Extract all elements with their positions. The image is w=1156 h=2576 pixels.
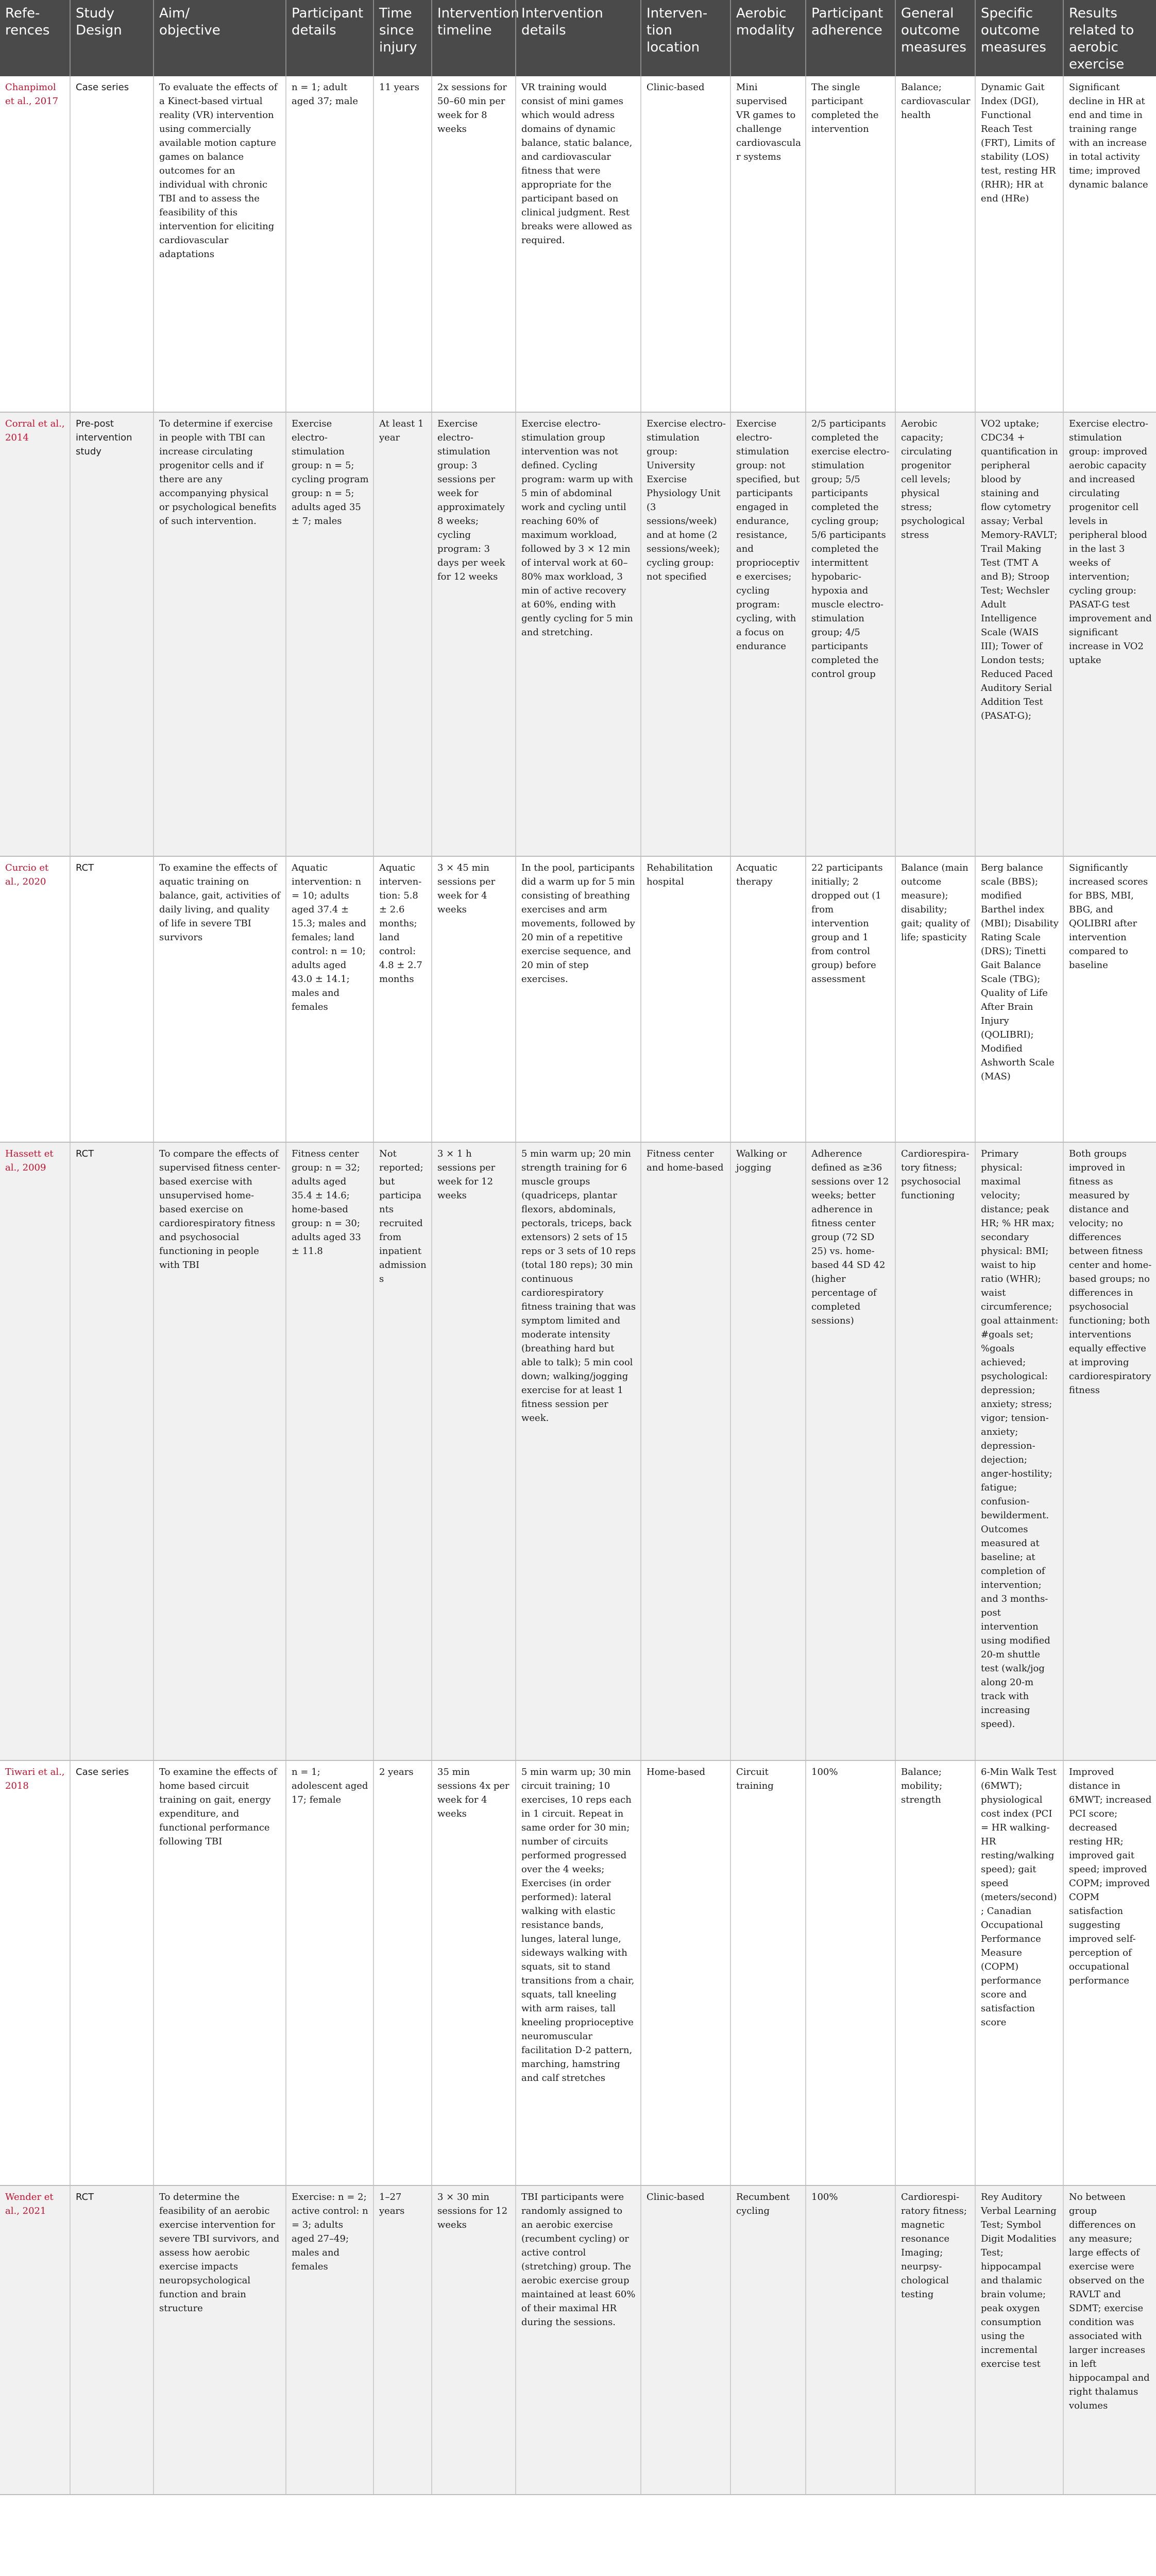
aim-cell: To determine if exercise in people with TBI can increase circulating progenitor cells and if there are any accompanying physical or psychological benefits of such intervention.	[154, 412, 286, 856]
reference-link[interactable]: Corral et al., 2014	[0, 412, 70, 856]
specific-outcomes-cell: Dynamic Gait Index (DGI), Functional Reach Test (FRT), Limits of stability (LOS) test, resting HR (RHR); HR at end (HRe)	[975, 76, 1063, 412]
timeline-cell: 3 × 30 min sessions for 12 weeks	[432, 2185, 516, 2495]
modality-cell: Mini supervised VR games to challenge cardiovascular systems	[730, 76, 806, 412]
reference-link[interactable]: Curcio et al., 2020	[0, 856, 70, 1142]
time-since-injury-cell: 2 years	[373, 1760, 432, 2185]
adherence-cell: 100%	[806, 1760, 895, 2185]
header-row	[0, 0, 1156, 76]
details-cell: TBI participants were randomly assigned to an aerobic exercise (recumbent cycling) or active control (stretching) group. The aerobic exercise group maintained at least 60% of their maximal HR during the sessions.	[516, 2185, 641, 2495]
general-outcomes-cell: Aerobic capacity; circulating progenitor cell levels; physical stress; psychological stress	[895, 412, 975, 856]
adherence-cell: 22 participants initially; 2 dropped out (1 from intervention group and 1 from control group) before assessment	[806, 856, 895, 1142]
participants-cell: n = 1; adult aged 37; male	[286, 76, 373, 412]
study-design-cell: RCT	[70, 856, 154, 1142]
timeline-cell: 35 min sessions 4x per week for 4 weeks	[432, 1760, 516, 2185]
table-row	[0, 1760, 1156, 2185]
col-header-specific-outcome-measures: Specific outcome measures	[975, 0, 1063, 76]
details-cell: 5 min warm up; 20 min strength training for 6 muscle groups (quadriceps, plantar flexors, abdominals, pectorals, triceps, back extensors) 2 sets of 15 reps or 3 sets of 10 reps (total 180 reps); 30 min continuous cardiorespiratory fitness training that was symptom limited and moderate intensity (breathing hard but able to talk); 5 min cool down; walking/jogging exercise for at least 1 fitness session per week.	[516, 1142, 641, 1760]
col-header-participant-details: Participant details	[286, 0, 373, 76]
location-cell: Exercise electro-stimulation group: University Exercise Physiology Unit (3 sessions/week) and at home (2 sessions/week); cycling group: not specified	[641, 412, 730, 856]
timeline-cell: 2x sessions for 50–60 min per week for 8 weeks	[432, 76, 516, 412]
time-since-injury-cell: Aquatic interven-tion: 5.8 ± 2.6 months; land control: 4.8 ± 2.7 months	[373, 856, 432, 1142]
col-header-intervention-details: Intervention details	[516, 0, 641, 76]
results-cell: Both groups improved in fitness as measured by distance and velocity; no differences between fitness center and home-based groups; no differences in psychosocial functioning; both interventions equally effective at improving cardiorespiratory fitness	[1063, 1142, 1156, 1760]
specific-outcomes-cell: Primary physical: maximal velocity; distance; peak HR; % HR max; secondary physical: BMI; waist to hip ratio (WHR); waist circumference; goal attainment: #goals set; %goals achieved; psychological: depression; anxiety; stress; vigor; tension-anxiety; depression-dejection; anger-hostility; fatigue; confusion-bewilderment. Outcomes measured at baseline; at completion of intervention; and 3 months-post intervention using modified 20-m shuttle test (walk/jog along 20-m track with increasing speed).	[975, 1142, 1063, 1760]
timeline-cell: 3 × 1 h sessions per week for 12 weeks	[432, 1142, 516, 1760]
col-header-aim: Aim/ objective	[154, 0, 286, 76]
col-header-results: Results related to aerobic exercise	[1063, 0, 1156, 76]
modality-cell: Exercise electro-stimulation group: not specified, but participants engaged in endurance, resistance, and proprioceptive exercises; cycling program: cycling, with a focus on endurance	[730, 412, 806, 856]
adherence-cell: 100%	[806, 2185, 895, 2495]
study-design-cell: RCT	[70, 2185, 154, 2495]
specific-outcomes-cell: VO2 uptake; CDC34 + quantification in peripheral blood by staining and flow cytometry assay; Verbal Memory-RAVLT; Trail Making Test (TMT A and B); Stroop Test; Wechsler Adult Intelligence Scale (WAIS III); Tower of London tests; Reduced Paced Auditory Serial Addition Test (PASAT-G);	[975, 412, 1063, 856]
aim-cell: To compare the effects of supervised fitness center-based exercise with unsupervised home-based exercise on cardiorespiratory fitness and psychosocial functioning in people with TBI	[154, 1142, 286, 1760]
col-header-general-outcome-measures: General outcome measures	[895, 0, 975, 76]
adherence-cell: The single participant completed the intervention	[806, 76, 895, 412]
modality-cell: Acquatic therapy	[730, 856, 806, 1142]
participants-cell: n = 1; adolescent aged 17; female	[286, 1760, 373, 2185]
reference-link[interactable]: Wender et al., 2021	[0, 2185, 70, 2495]
adherence-cell: 2/5 participants completed the exercise electro-stimulation group; 5/5 participants completed the cycling group; 5/6 participants completed the intermittent hypobaric-hypoxia and muscle electro-stimulation group; 4/5 participants completed the control group	[806, 412, 895, 856]
table-row	[0, 2185, 1156, 2495]
general-outcomes-cell: Cardiorespi-ratory fitness; magnetic resonance Imaging; neurpsy-chological testing	[895, 2185, 975, 2495]
study-design-cell: Case series	[70, 76, 154, 412]
study-design-cell: Pre-post intervention study	[70, 412, 154, 856]
col-header-time-since-injury: Time since injury	[373, 0, 432, 76]
aim-cell: To evaluate the effects of a Kinect-based virtual reality (VR) intervention using commercially available motion capture games on balance outcomes for an individual with chronic TBI and to assess the feasibility of this intervention for eliciting cardiovascular adaptations	[154, 76, 286, 412]
specific-outcomes-cell: Rey Auditory Verbal Learning Test; Symbol Digit Modalities Test; hippocampal and thalamic brain volume; peak oxygen consumption using the incremental exercise test	[975, 2185, 1063, 2495]
results-cell: No between group differences on any measure; large effects of exercise were observed on the RAVLT and SDMT; exercise condition was associated with larger increases in left hippocampal and right thalamus volumes	[1063, 2185, 1156, 2495]
col-header-intervention-timeline: Intervention timeline	[432, 0, 516, 76]
specific-outcomes-cell: Berg balance scale (BBS); modified Barthel index (MBI); Disability Rating Scale (DRS); Tinetti Gait Balance Scale (TBG); Quality of Life After Brain Injury (QOLIBRI); Modified Ashworth Scale (MAS)	[975, 856, 1063, 1142]
aim-cell: To examine the effects of home based circuit training on gait, energy expenditure, and functional performance following TBI	[154, 1760, 286, 2185]
general-outcomes-cell: Balance; mobility; strength	[895, 1760, 975, 2185]
col-header-references: Refe- rences	[0, 0, 70, 76]
location-cell: Clinic-based	[641, 76, 730, 412]
participants-cell: Aquatic intervention: n = 10; adults aged 37.4 ± 15.3; males and females; land control: n = 10; adults aged 43.0 ± 14.1; males and females	[286, 856, 373, 1142]
general-outcomes-cell: Balance (main outcome measure); disability; gait; quality of life; spasticity	[895, 856, 975, 1142]
col-header-study-design: Study Design	[70, 0, 154, 76]
table-row	[0, 76, 1156, 412]
participants-cell: Exercise: n = 2; active control: n = 3; adults aged 27–49; males and females	[286, 2185, 373, 2495]
timeline-cell: Exercise electro-stimulation group: 3 sessions per week for approximately 8 weeks; cycling program: 3 days per week for 12 weeks	[432, 412, 516, 856]
modality-cell: Circuit training	[730, 1760, 806, 2185]
details-cell: In the pool, participants did a warm up for 5 min consisting of breathing exercises and arm movements, followed by 20 min of a repetitive exercise sequence, and 20 min of step exercises.	[516, 856, 641, 1142]
details-cell: VR training would consist of mini games which would adress domains of dynamic balance, static balance, and cardiovascular fitness that were appropriate for the participant based on clinical judgment. Rest breaks were allowed as required.	[516, 76, 641, 412]
location-cell: Fitness center and home-based	[641, 1142, 730, 1760]
study-design-cell: RCT	[70, 1142, 154, 1760]
results-cell: Significantly increased scores for BBS, MBI, BBG, and QOLIBRI after intervention compared to baseline	[1063, 856, 1156, 1142]
aim-cell: To examine the effects of aquatic training on balance, gait, activities of daily living, and quality of life in severe TBI survivors	[154, 856, 286, 1142]
table-row	[0, 856, 1156, 1142]
location-cell: Clinic-based	[641, 2185, 730, 2495]
timeline-cell: 3 × 45 min sessions per week for 4 weeks	[432, 856, 516, 1142]
time-since-injury-cell: At least 1 year	[373, 412, 432, 856]
location-cell: Rehabilitation hospital	[641, 856, 730, 1142]
modality-cell: Walking or jogging	[730, 1142, 806, 1760]
participants-cell: Exercise electro-stimulation group: n = 5; cycling program group: n = 5; adults aged 35 ± 7; males	[286, 412, 373, 856]
general-outcomes-cell: Cardiorespira-tory fitness; psychosocial functioning	[895, 1142, 975, 1760]
reference-link[interactable]: Chanpimol et al., 2017	[0, 76, 70, 412]
results-cell: Significant decline in HR at end and time in training range with an increase in total activity time; improved dynamic balance	[1063, 76, 1156, 412]
general-outcomes-cell: Balance; cardiovascular health	[895, 76, 975, 412]
results-cell: Exercise electro-stimulation group: improved aerobic capacity and increased circulating progenitor cell levels in peripheral blood in the last 3 weeks of intervention; cycling group: PASAT-G test improvement and significant increase in VO2 uptake	[1063, 412, 1156, 856]
study-design-cell: Case series	[70, 1760, 154, 2185]
specific-outcomes-cell: 6-Min Walk Test (6MWT); physiological cost index (PCI = HR walking-HR resting/walking speed); gait speed (meters/second); Canadian Occupational Performance Measure (COPM) performance score and satisfaction score	[975, 1760, 1063, 2185]
reference-link[interactable]: Hassett et al., 2009	[0, 1142, 70, 1760]
modality-cell: Recumbent cycling	[730, 2185, 806, 2495]
reference-link[interactable]: Tiwari et al., 2018	[0, 1760, 70, 2185]
time-since-injury-cell: 11 years	[373, 76, 432, 412]
results-cell: Improved distance in 6MWT; increased PCI score; decreased resting HR; improved gait speed; improved COPM; improved COPM satisfaction suggesting improved self-perception of occupational performance	[1063, 1760, 1156, 2185]
details-cell: Exercise electro-stimulation group intervention was not defined. Cycling program: warm up with 5 min of abdominal work and cycling until reaching 60% of maximum workload, followed by 3 × 12 min of interval work at 60–80% max workload, 3 min of active recovery at 60%, ending with gently cycling for 5 min and stretching.	[516, 412, 641, 856]
table-row	[0, 412, 1156, 856]
time-since-injury-cell: Not reported; but participants recruited from inpatient admissions	[373, 1142, 432, 1760]
col-header-intervention-location: Interven- tion location	[641, 0, 730, 76]
details-cell: 5 min warm up; 30 min circuit training; 10 exercises, 10 reps each in 1 circuit. Repeat in same order for 30 min; number of circuits performed progressed over the 4 weeks; Exercises (in order performed): lateral walking with elastic resistance bands, lunges, lateral lunge, sideways walking with squats, sit to stand transitions from a chair, squats, tall kneeling with arm raises, tall kneeling proprioceptive neuromuscular facilitation D-2 pattern, marching, hamstring and calf stretches	[516, 1760, 641, 2185]
col-header-aerobic-modality: Aerobic modality	[730, 0, 806, 76]
aim-cell: To determine the feasibility of an aerobic exercise intervention for severe TBI survivors, and assess how aerobic exercise impacts neuropsychological function and brain structure	[154, 2185, 286, 2495]
time-since-injury-cell: 1–27 years	[373, 2185, 432, 2495]
table-row	[0, 1142, 1156, 1760]
location-cell: Home-based	[641, 1760, 730, 2185]
col-header-participant-adherence: Participant adherence	[806, 0, 895, 76]
participants-cell: Fitness center group: n = 32; adults aged 35.4 ± 14.6; home-based group: n = 30; adults aged 33 ± 11.8	[286, 1142, 373, 1760]
adherence-cell: Adherence defined as ≥36 sessions over 12 weeks; better adherence in fitness center group (72 SD 25) vs. home-based 44 SD 42 (higher percentage of completed sessions)	[806, 1142, 895, 1760]
